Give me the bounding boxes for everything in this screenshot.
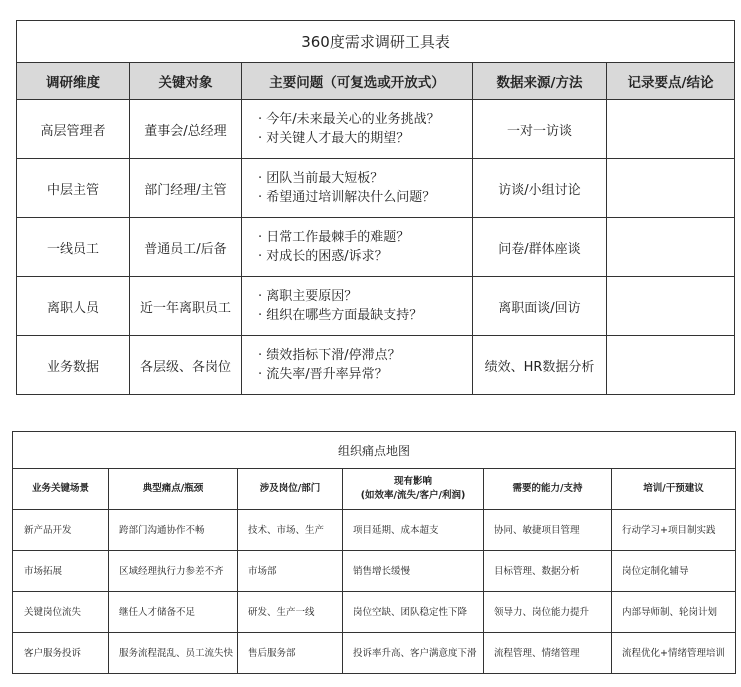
dept-cell: 研发、生产一线 [238,592,343,633]
survey-table [16,20,735,395]
header-advice: 培训/干预建议 [612,469,736,510]
pain-map-title-row [13,432,736,469]
header-impact-label: 现有影响 [393,476,432,487]
notes-cell[interactable] [607,277,735,336]
header-impact [343,469,484,510]
scene-cell: 关键岗位流失 [13,592,109,633]
survey-title-row [17,21,735,63]
table-row [13,633,736,674]
capability-cell: 协同、敏捷项目管理 [484,510,612,551]
target-cell: 董事会/总经理 [130,100,242,159]
questions-cell [242,159,473,218]
question-1: · 绩效指标下滑/停滞点？ [258,348,401,363]
table-row [13,510,736,551]
advice-cell: 岗位定制化辅导 [612,551,736,592]
header-target: 关键对象 [130,63,242,100]
advice-cell: 内部导师制、轮岗计划 [612,592,736,633]
table-row [13,592,736,633]
notes-cell[interactable] [607,336,735,395]
target-cell: 部门经理/主管 [130,159,242,218]
capability-cell: 目标管理、数据分析 [484,551,612,592]
target-cell: 各层级、各岗位 [130,336,242,395]
source-cell: 绩效、HR数据分析 [473,336,607,395]
question-1: · 今年/未来最关心的业务挑战？ [258,112,440,127]
pain-map-title: 组织痛点地图 [13,432,736,469]
pain-cell: 跨部门沟通协作不畅 [109,510,238,551]
header-notes: 记录要点/结论 [607,63,735,100]
capability-cell: 领导力、岗位能力提升 [484,592,612,633]
dimension-cell: 离职人员 [17,277,130,336]
notes-cell[interactable] [607,100,735,159]
table-row [17,218,735,277]
dept-cell: 售后服务部 [238,633,343,674]
question-2: · 流失率/晋升率异常？ [258,367,388,382]
dimension-cell: 中层主管 [17,159,130,218]
scene-cell: 客户服务投诉 [13,633,109,674]
table-row [17,277,735,336]
impact-cell: 销售增长缓慢 [343,551,484,592]
survey-header-row [17,63,735,100]
header-impact-sub: (如效率/流失/客户/利润) [360,490,466,501]
questions-cell [242,336,473,395]
advice-cell: 行动学习+项目制实践 [612,510,736,551]
source-cell: 访谈/小组讨论 [473,159,607,218]
source-cell: 问卷/群体座谈 [473,218,607,277]
pain-map-table [12,431,736,674]
questions-cell [242,218,473,277]
notes-cell[interactable] [607,159,735,218]
pain-map-header-row [13,469,736,510]
question-1: · 团队当前最大短板？ [258,171,384,186]
header-pain: 典型痛点/瓶颈 [109,469,238,510]
header-questions: 主要问题（可复选或开放式） [242,63,473,100]
notes-cell[interactable] [607,218,735,277]
question-2: · 对关键人才最大的期望？ [258,131,410,146]
dept-cell: 市场部 [238,551,343,592]
table-row [13,551,736,592]
question-2: · 对成长的困惑/诉求？ [258,249,388,264]
dimension-cell: 业务数据 [17,336,130,395]
header-source: 数据来源/方法 [473,63,607,100]
impact-cell: 项目延期、成本超支 [343,510,484,551]
dimension-cell: 一线员工 [17,218,130,277]
impact-cell: 投诉率升高、客户满意度下滑 [343,633,484,674]
capability-cell: 流程管理、情绪管理 [484,633,612,674]
questions-cell [242,100,473,159]
pain-cell: 区域经理执行力参差不齐 [109,551,238,592]
pain-cell: 服务流程混乱、员工流失快 [109,633,238,674]
source-cell: 离职面谈/回访 [473,277,607,336]
question-2: · 组织在哪些方面最缺支持？ [258,308,423,323]
question-1: · 离职主要原因？ [258,289,358,304]
dept-cell: 技术、市场、生产 [238,510,343,551]
pain-cell: 继任人才储备不足 [109,592,238,633]
questions-cell [242,277,473,336]
header-dept: 涉及岗位/部门 [238,469,343,510]
header-scene: 业务关键场景 [13,469,109,510]
header-dimension: 调研维度 [17,63,130,100]
table-row [17,100,735,159]
target-cell: 普通员工/后备 [130,218,242,277]
table-row [17,336,735,395]
target-cell: 近一年离职员工 [130,277,242,336]
survey-title: 360度需求调研工具表 [17,21,735,63]
question-2: · 希望通过培训解决什么问题？ [258,190,436,205]
header-capability: 需要的能力/支持 [484,469,612,510]
advice-cell: 流程优化+情绪管理培训 [612,633,736,674]
question-1: · 日常工作最棘手的难题？ [258,230,410,245]
source-cell: 一对一访谈 [473,100,607,159]
scene-cell: 新产品开发 [13,510,109,551]
impact-cell: 岗位空缺、团队稳定性下降 [343,592,484,633]
scene-cell: 市场拓展 [13,551,109,592]
table-row [17,159,735,218]
dimension-cell: 高层管理者 [17,100,130,159]
